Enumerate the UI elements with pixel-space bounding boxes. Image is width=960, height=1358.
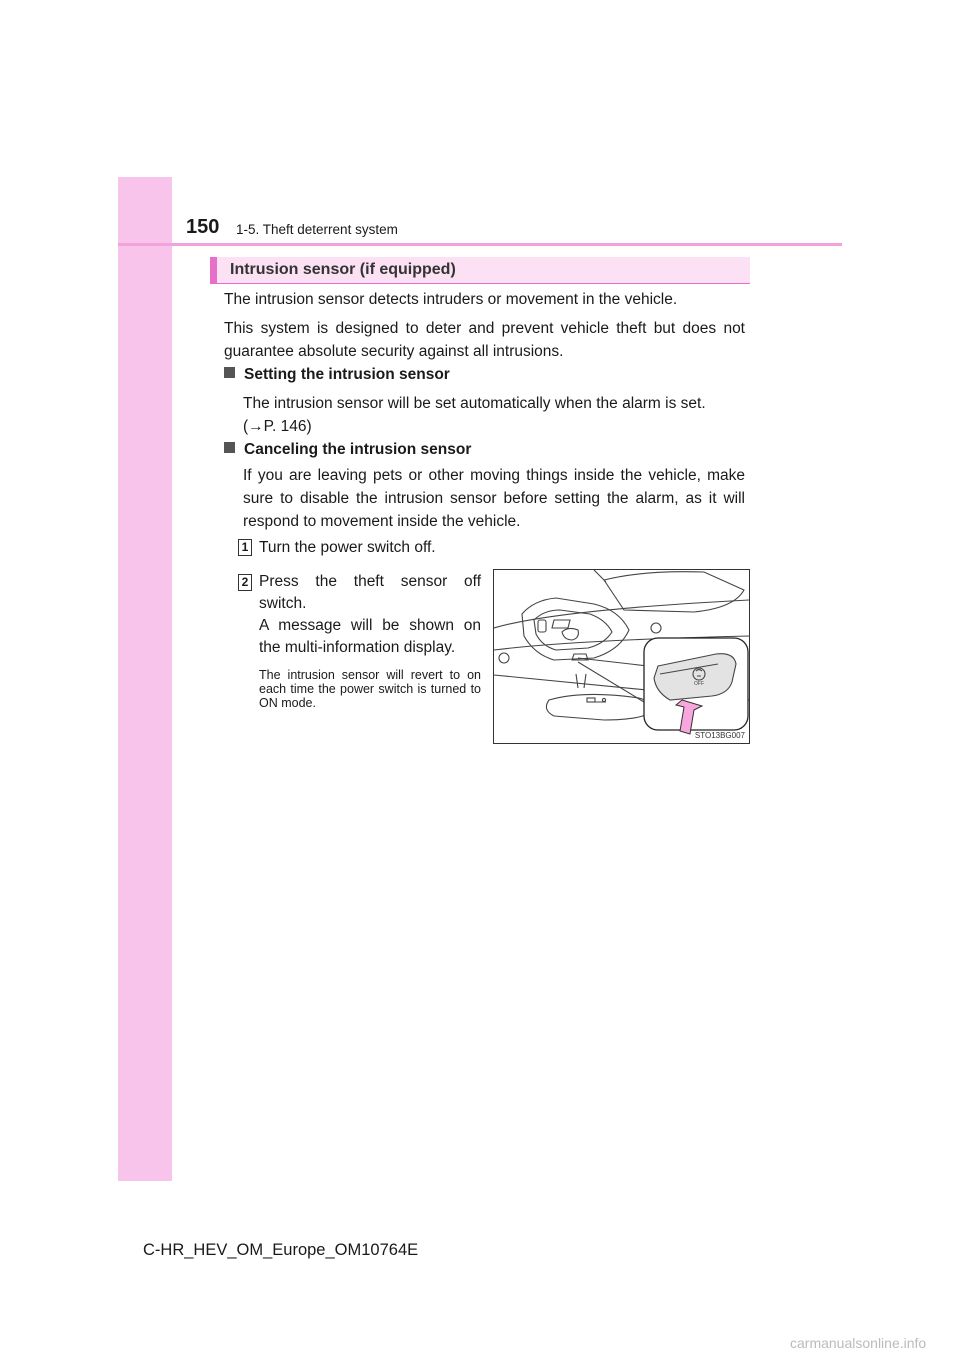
step-2-badge: 2 (238, 574, 252, 591)
canceling-heading: Canceling the intrusion sensor (224, 441, 471, 459)
document-id: C-HR_HEV_OM_Europe_OM10764E (143, 1241, 419, 1259)
chapter-sidebar-tab (118, 177, 172, 1181)
step-1-text: Turn the power switch off. (259, 539, 436, 556)
sensor-switch-illustration (493, 569, 750, 744)
intro-paragraph: The intrusion sensor detects intruders or movement in the vehicle. (224, 291, 678, 308)
step-2-text: Press the theft sensor off switch. A message will be shown on the multi-information display. (259, 573, 481, 656)
section-title: Intrusion sensor (if equipped) (230, 261, 456, 278)
disclaimer-paragraph: This system is designed to deter and prevent vehicle theft but does not guarantee absolute security against all intrusions. (224, 320, 745, 360)
bullet-square-icon (224, 442, 235, 453)
page-number: 150 (186, 216, 220, 238)
watermark: carmanualsonline.info (790, 1335, 927, 1351)
setting-heading: Setting the intrusion sensor (224, 366, 450, 384)
svg-text:OFF: OFF (694, 681, 704, 687)
bullet-square-icon (224, 367, 235, 378)
chapter-title: 1-5. Theft deterrent system (236, 222, 398, 237)
overhead-console-drawing (494, 570, 749, 743)
section-heading-bar (210, 257, 750, 284)
setting-body: The intrusion sensor will be set automatically when the alarm is set. (→P. 146) (243, 395, 706, 435)
step-2-note: The intrusion sensor will revert to on each time the power switch is turned to ON mode. (259, 668, 481, 710)
header-divider (118, 243, 842, 246)
step-1-badge: 1 (238, 539, 252, 556)
figure-code: STO13BG007 (694, 731, 745, 740)
page-reference-link[interactable]: (→P. 146) (243, 418, 312, 435)
canceling-body: If you are leaving pets or other moving things inside the vehicle, make sure to disable the intrusion sensor before setting the alarm, as it will respond to movement inside the vehicle. (243, 467, 745, 530)
